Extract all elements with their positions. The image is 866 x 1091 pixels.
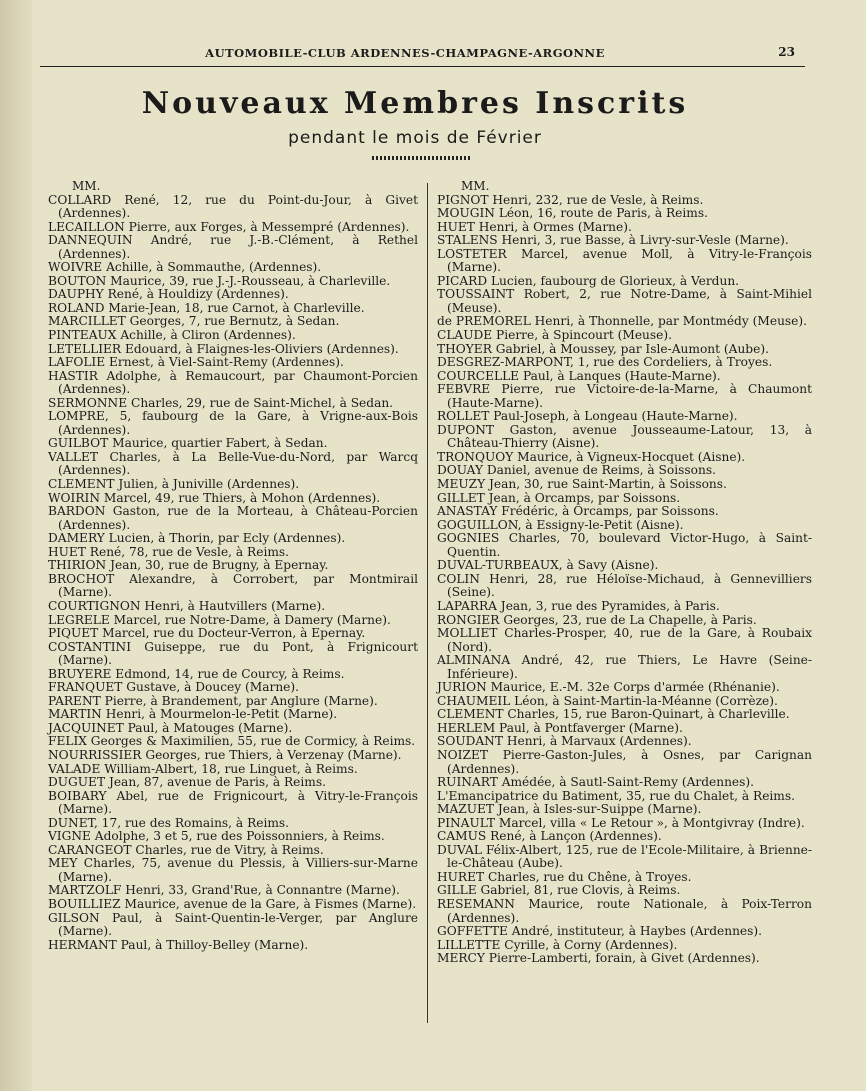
member-entry: MARTIN Henri, à Mourmelon-le-Petit (Marne). <box>48 707 338 722</box>
member-entry: GOFFETTE André, instituteur, à Haybes (Ardennes). <box>437 924 763 939</box>
member-entry: RUINART Amédée, à Sautl-Saint-Remy (Ardennes). <box>437 775 755 790</box>
page-number: 23 <box>778 45 795 59</box>
member-entry: HERMANT Paul, à Thilloy-Belley (Marne). <box>48 937 309 952</box>
member-entry: LOMPRE, 5, faubourg de la Gare, à Vrigne-aux-Bois (Ardennes). <box>48 409 418 437</box>
member-entry: LETELLIER Edouard, à Flaignes-les-Oliviers (Ardennes). <box>48 341 399 356</box>
right-column <box>437 180 812 966</box>
column-divider <box>427 183 428 1023</box>
member-entry: LILLETTE Cyrille, à Corny (Ardennes). <box>437 937 678 952</box>
member-entry: JURION Maurice, E.-M. 32e Corps d'armée (Rhénanie). <box>437 680 780 695</box>
member-entry: DUNET, 17, rue des Romains, à Reims. <box>48 815 290 830</box>
member-entry: FEBVRE Pierre, rue Victoire-de-la-Marne, à Chaumont (Haute-Marne). <box>437 382 812 410</box>
member-entry: HERLEM Paul, à Pontfaverger (Marne). <box>437 720 683 735</box>
member-entry: NOIZET Pierre-Gaston-Jules, à Osnes, par Carignan (Ardennes). <box>437 747 812 776</box>
member-entry: BOUILLIEZ Maurice, avenue de la Gare, à Fismes (Marne). <box>48 896 417 911</box>
left-column <box>48 180 418 952</box>
member-entry: HASTIR Adolphe, à Remaucourt, par Chaumont-Porcien (Ardennes). <box>48 368 418 397</box>
member-entry: DANNEQUIN André, rue J.-B.-Clément, à Rethel (Ardennes). <box>48 233 418 261</box>
member-entry: JACQUINET Paul, à Matouges (Marne). <box>48 720 293 735</box>
member-entry: de PREMOREL Henri, à Thonnelle, par Montmédy (Meuse). <box>437 314 808 329</box>
member-entry: MARCILLET Georges, 7, rue Bernutz, à Sedan. <box>48 314 340 329</box>
member-entry: FELIX Georges & Maximilien, 55, rue de Cormicy, à Reims. <box>48 734 416 749</box>
member-entry: DUVAL Félix-Albert, 125, rue de l'Ecole-Militaire, à Brienne-le-Château (Aube). <box>437 842 812 871</box>
member-entry: MERCY Pierre-Lamberti, forain, à Givet (Ardennes). <box>437 951 760 966</box>
member-entry: BRUYERE Edmond, 14, rue de Courcy, à Reims. <box>48 666 345 681</box>
member-entry: TOUSSAINT Robert, 2, rue Notre-Dame, à Saint-Mihiel (Meuse). <box>437 287 812 315</box>
member-entry: PINTEAUX Achille, à Cliron (Ardennes). <box>48 328 296 343</box>
member-entry: CLEMENT Charles, 15, rue Baron-Quinart, à Charleville. <box>437 707 790 722</box>
member-entry: BROCHOT Alexandre, à Corrobert, par Montmirail (Marne). <box>48 571 418 600</box>
member-entry: CHAUMEIL Léon, à Saint-Martin-la-Méanne (Corrèze). <box>437 693 778 708</box>
member-entry: MEUZY Jean, 30, rue Saint-Martin, à Soissons. <box>437 477 727 492</box>
member-entry: DESGREZ-MARPONT, 1, rue des Cordeliers, à Troyes. <box>437 355 773 370</box>
member-entry: GILSON Paul, à Saint-Quentin-le-Verger, par Anglure (Marne). <box>48 910 418 939</box>
header-title: AUTOMOBILE-CLUB ARDENNES-CHAMPAGNE-ARGONNE <box>205 46 605 60</box>
running-header <box>40 40 805 67</box>
member-entry: TRONQUOY Maurice, à Vigneux-Hocquet (Aisne). <box>437 449 746 464</box>
member-entry: THIRION Jean, 30, rue de Brugny, à Epernay. <box>48 558 329 573</box>
right-column-heading: MM. <box>461 179 490 193</box>
member-entry: BARDON Gaston, rue de la Morteau, à Château-Porcien (Ardennes). <box>48 504 418 532</box>
member-entry: SERMONNE Charles, 29, rue de Saint-Michel, à Sedan. <box>48 395 394 410</box>
member-entry: MARTZOLF Henri, 33, Grand'Rue, à Connantre (Marne). <box>48 883 400 898</box>
member-entry: MOUGIN Léon, 16, route de Paris, à Reims. <box>437 206 708 221</box>
member-entry: GUILBOT Maurice, quartier Fabert, à Sedan. <box>48 436 328 451</box>
member-entry: ANASTAY Frédéric, à Orcamps, par Soissons. <box>437 504 719 519</box>
member-entry: GILLE Gabriel, 81, rue Clovis, à Reims. <box>437 883 681 898</box>
member-entry: ROLAND Marie-Jean, 18, rue Carnot, à Charleville. <box>48 300 365 315</box>
member-entry: WOIVRE Achille, à Sommauthe, (Ardennes). <box>48 260 322 275</box>
member-entry: GOGNIES Charles, 70, boulevard Victor-Hugo, à Saint-Quentin. <box>437 531 812 559</box>
member-entry: CLAUDE Pierre, à Spincourt (Meuse). <box>437 328 672 343</box>
left-column-heading: MM. <box>72 179 101 193</box>
right-member-list <box>437 194 812 966</box>
member-entry: LAFOLIE Ernest, à Viel-Saint-Remy (Ardennes). <box>48 355 344 370</box>
member-entry: CLEMENT Julien, à Juniville (Ardennes). <box>48 477 300 492</box>
member-entry: LECAILLON Pierre, aux Forges, à Messempré (Ardennes). <box>48 219 410 234</box>
member-entry: LOSTETER Marcel, avenue Moll, à Vitry-le-François (Marne). <box>437 246 812 275</box>
member-entry: SOUDANT Henri, à Marvaux (Ardennes). <box>437 734 692 749</box>
page-subtitle: pendant le mois de Février <box>288 128 542 148</box>
member-entry: COLIN Henri, 28, rue Héloïse-Michaud, à Gennevilliers (Seine). <box>437 571 812 600</box>
member-entry: ROLLET Paul-Joseph, à Longeau (Haute-Marne). <box>437 409 738 424</box>
member-entry: THOYER Gabriel, à Moussey, par Isle-Aumont (Aube). <box>437 341 769 356</box>
member-entry: LAPARRA Jean, 3, rue des Pyramides, à Paris. <box>437 598 720 613</box>
member-entry: COURTIGNON Henri, à Hautvillers (Marne). <box>48 598 326 613</box>
member-entry: HUET Henri, à Ormes (Marne). <box>437 219 632 234</box>
member-entry: NOURRISSIER Georges, rue Thiers, à Verzenay (Marne). <box>48 747 402 762</box>
member-entry: COURCELLE Paul, à Lanques (Haute-Marne). <box>437 368 721 383</box>
member-entry: STALENS Henri, 3, rue Basse, à Livry-sur-Vesle (Marne). <box>437 233 789 248</box>
member-entry: DOUAY Daniel, avenue de Reims, à Soissons. <box>437 463 716 478</box>
member-entry: CARANGEOT Charles, rue de Vitry, à Reims. <box>48 842 324 857</box>
member-entry: RESEMANN Maurice, route Nationale, à Poix-Terron (Ardennes). <box>437 896 812 925</box>
member-entry: PICARD Lucien, faubourg de Glorieux, à Verdun. <box>437 273 740 288</box>
member-entry: PIQUET Marcel, rue du Docteur-Verron, à Epernay. <box>48 626 366 641</box>
member-entry: ALMINANA André, 42, rue Thiers, Le Havre (Seine-Inférieure). <box>437 653 812 681</box>
member-entry: DUVAL-TURBEAUX, à Savy (Aisne). <box>437 558 659 573</box>
dotted-ornament <box>372 156 470 160</box>
member-entry: RONGIER Georges, 23, rue de La Chapelle, à Paris. <box>437 612 757 627</box>
member-entry: VALLET Charles, à La Belle-Vue-du-Nord, par Warcq (Ardennes). <box>48 449 418 478</box>
member-entry: L'Emancipatrice du Batiment, 35, rue du Chalet, à Reims. <box>437 788 795 803</box>
member-entry: MEY Charles, 75, avenue du Plessis, à Villiers-sur-Marne (Marne). <box>48 856 418 884</box>
member-entry: MAZUET Jean, à Isles-sur-Suippe (Marne). <box>437 802 702 817</box>
page-edge <box>0 0 32 1091</box>
member-entry: LEGRELE Marcel, rue Notre-Dame, à Damery (Marne). <box>48 612 391 627</box>
member-entry: HUET René, 78, rue de Vesle, à Reims. <box>48 544 290 559</box>
member-entry: VALADE William-Albert, 18, rue Linguet, à Reims. <box>48 761 358 776</box>
member-entry: PINAULT Marcel, villa « Le Retour », à Montgivray (Indre). <box>437 815 805 830</box>
member-entry: DUPONT Gaston, avenue Jousseaume-Latour, 13, à Château-Thierry (Aisne). <box>437 422 812 451</box>
member-entry: DAUPHY René, à Houldizy (Ardennes). <box>48 287 289 302</box>
member-entry: VIGNE Adolphe, 3 et 5, rue des Poissonniers, à Reims. <box>48 829 385 844</box>
member-entry: DUGUET Jean, 87, avenue de Paris, à Reims. <box>48 775 326 790</box>
member-entry: HURET Charles, rue du Chêne, à Troyes. <box>437 869 692 884</box>
member-entry: GILLET Jean, à Orcamps, par Soissons. <box>437 490 681 505</box>
member-entry: BOUTON Maurice, 39, rue J.-J.-Rousseau, à Charleville. <box>48 273 391 288</box>
page-title: Nouveaux Membres Inscrits <box>141 86 689 121</box>
member-entry: COLLARD René, 12, rue du Point-du-Jour, à Givet (Ardennes). <box>48 192 418 221</box>
left-member-list <box>48 194 418 953</box>
member-entry: CAMUS René, à Lançon (Ardennes). <box>437 829 662 844</box>
member-entry: PARENT Pierre, à Brandement, par Anglure (Marne). <box>48 693 378 708</box>
member-entry: COSTANTINI Guiseppe, rue du Pont, à Frignicourt (Marne). <box>48 639 418 668</box>
member-entry: WOIRIN Marcel, 49, rue Thiers, à Mohon (Ardennes). <box>48 490 381 505</box>
member-entry: GOGUILLON, à Essigny-le-Petit (Aisne). <box>437 517 684 532</box>
member-entry: FRANQUET Gustave, à Doucey (Marne). <box>48 680 300 695</box>
member-entry: BOIBARY Abel, rue de Frignicourt, à Vitry-le-François (Marne). <box>48 788 418 817</box>
member-entry: DAMERY Lucien, à Thorin, par Ecly (Ardennes). <box>48 531 346 546</box>
member-entry: MOLLIET Charles-Prosper, 40, rue de la Gare, à Roubaix (Nord). <box>437 626 812 654</box>
member-entry: PIGNOT Henri, 232, rue de Vesle, à Reims. <box>437 192 704 207</box>
